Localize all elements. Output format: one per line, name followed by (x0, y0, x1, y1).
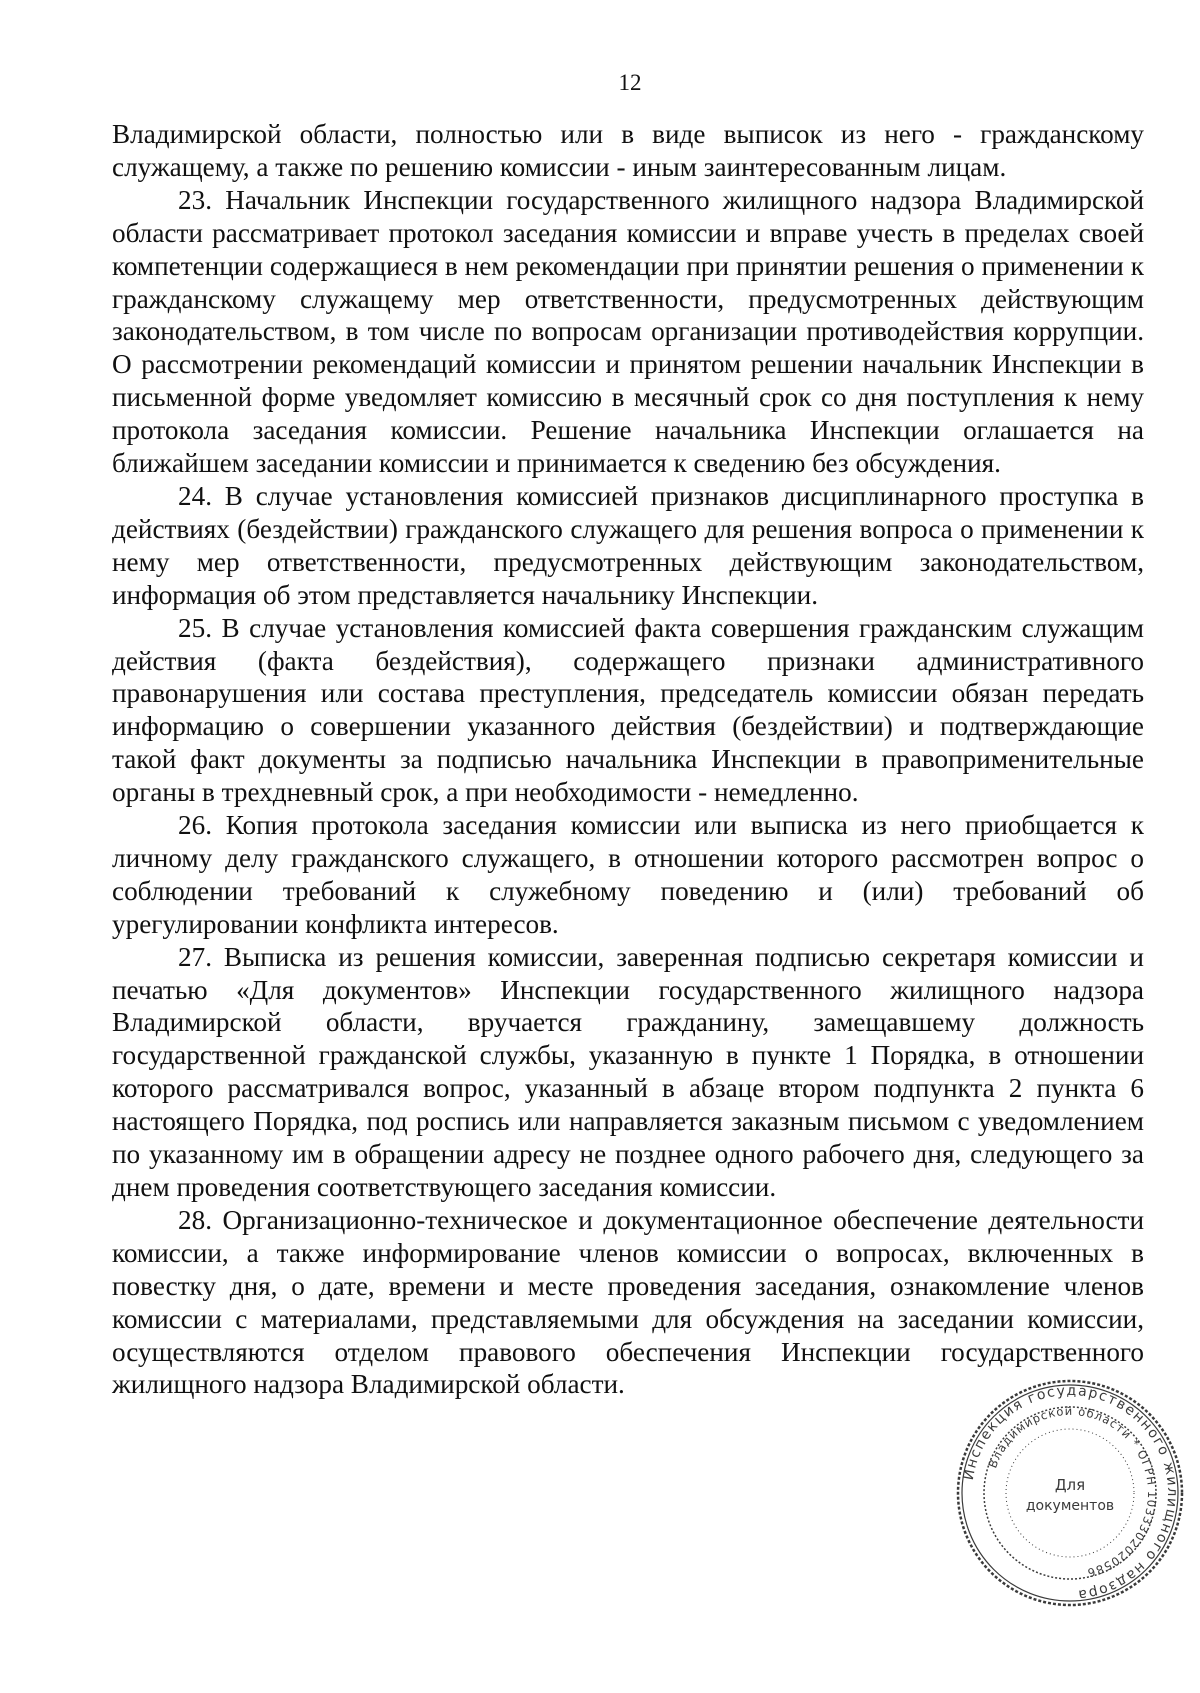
seal-inner-text: Владимирской области * ОГРН 1033302020586 (985, 1403, 1160, 1581)
seal-graphic (955, 1378, 1185, 1608)
paragraph-28: 28. Организационно-техническое и документационное обеспечение деятельности комиссии, а также информирование членов комиссии о вопросах, включенных в повестку дня, о дате, времени и месте проведения заседания, ознакомление членов комиссии с материалами, представляемыми для обсуждения на заседании комиссии, осуществляются отделом правового обеспечения Инспекции государственного жилищного надзора Владимирской области. (112, 1204, 1144, 1400)
paragraph-25: 25. В случае установления комиссией факта совершения гражданским служащим действия (факта бездействия), содержащего признаки административного правонарушения или состава преступления, председатель комиссии обязан передать информацию о совершении указанного действия (бездействии) и подтверждающие такой факт документы за подписью начальника Инспекции в правоприменительные органы в трехдневный срок, а при необходимости - немедленно. (112, 612, 1144, 808)
seal-outer-text: Инспекция государственного жилищного надзора (960, 1382, 1181, 1603)
paragraph-27: 27. Выписка из решения комиссии, заверенная подписью секретаря комиссии и печатью «Для документов» Инспекции государственного жилищного надзора Владимирской области, вручается гражданину, замещавшему должность государственной гражданской службы, указанную в пункте 1 Порядка, в отношении которого рассматривался вопрос, указанный в абзаце втором подпункта 2 пункта 6 настоящего Порядка, под роспись или направляется заказным письмом с уведомлением по указанному им в обращении адресу не позднее одного рабочего дня, следующего за днем проведения соответствующего заседания комиссии. (112, 941, 1144, 1202)
official-seal (955, 1378, 1185, 1608)
document-body (112, 118, 1144, 1401)
paragraph-23: 23. Начальник Инспекции государственного жилищного надзора Владимирской области рассматривает протокол заседания комиссии и вправе учесть в пределах своей компетенции содержащиеся в нем рекомендации при принятии решения о применении к гражданскому служащему мер ответственности, предусмотренных действующим законодательством, в том числе по вопросам организации противодействия коррупции. О рассмотрении рекомендаций комиссии и принятом решении начальник Инспекции в письменной форме уведомляет комиссию в месячный срок со дня поступления к нему протокола заседания комиссии. Решение начальника Инспекции оглашается на ближайшем заседании комиссии и принимается к сведению без обсуждения. (112, 184, 1144, 479)
paragraph-continuation: Владимирской области, полностью или в виде выписок из него - гражданскому служащему, а также по решению комиссии - иным заинтересованным лицам. (112, 119, 1144, 182)
page-number: 12 (618, 70, 642, 95)
paragraph-26: 26. Копия протокола заседания комиссии или выписка из него приобщается к личному делу гражданского служащего, в отношении которого рассмотрен вопрос о соблюдении требований к служебному поведению и (или) требований об урегулировании конфликта интересов. (112, 810, 1144, 939)
seal-center-line2: документов (1025, 1498, 1115, 1514)
paragraph-24: 24. В случае установления комиссией признаков дисциплинарного проступка в действиях (бездействии) гражданского служащего для решения вопроса о применении к нему мер ответственности, предусмотренных действующим законодательством, информация об этом представляется начальнику Инспекции. (112, 480, 1144, 610)
seal-center-line1: Для (1054, 1476, 1086, 1494)
